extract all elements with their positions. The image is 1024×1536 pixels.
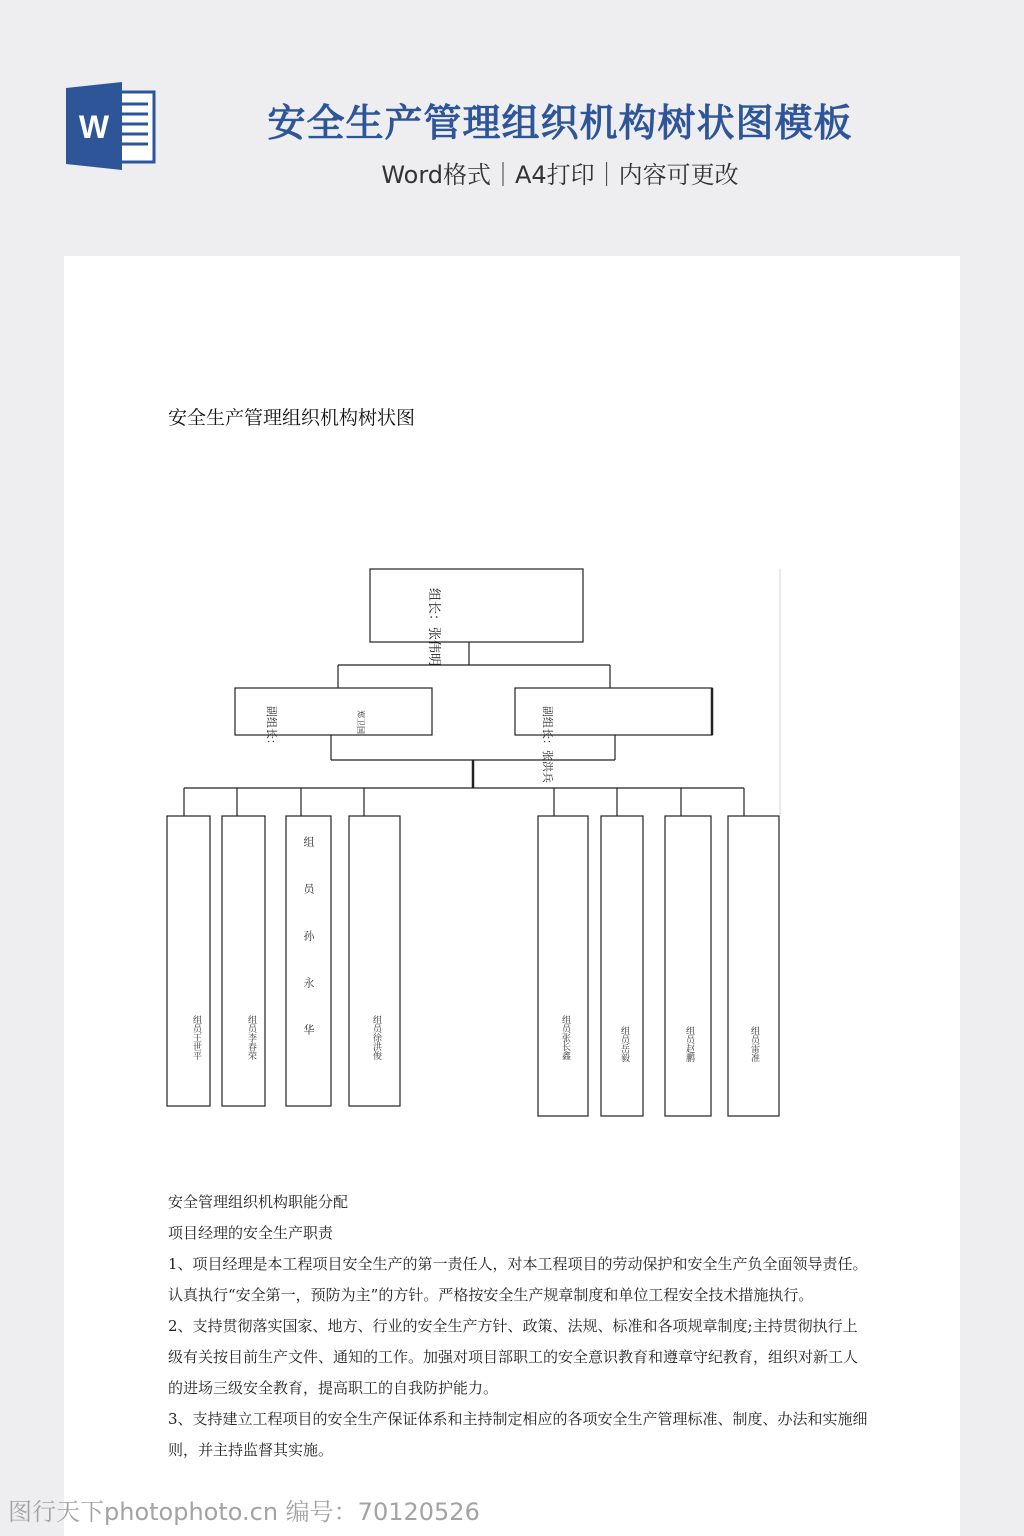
paragraph: 1、项目经理是本工程项目安全生产的第一责任人，对本工程项目的劳动保护和安全生产负全面领导责任。认真执行“安全第一，预防为主”的方针。严格按安全生产规章制度和单位工程安全技术措施执行。 [168, 1255, 868, 1304]
org-deputy-name-label: 郑卫国 [356, 710, 365, 734]
org-deputy-role-label: 副组长： [265, 706, 278, 750]
org-root-label: 组长：张伟明 [426, 588, 441, 667]
org-member-label: 组员雷准 [749, 1026, 759, 1062]
org-member-box [349, 816, 400, 1106]
paragraph: 2、支持贯彻落实国家、地方、行业的安全生产方针、政策、法规、标准和各项规章制度;主持贯彻执行上级有关按目前生产文件、通知的工作。加强对项目部职工的安全意识教育和遵章守纪教育，组织对新工人的进场三级安全教育，提高职工的自我防护能力。 [168, 1317, 859, 1397]
section-subheading: 项目经理的安全生产职责 [168, 1224, 334, 1242]
org-member-box [538, 816, 588, 1116]
org-deputy-label-2: 副组长：张洪兵 [541, 706, 554, 783]
paragraph: 3、支持建立工程项目的安全生产保证体系和主持制定相应的各项安全生产管理标准、制度、办法和实施细则，并主持监督其实施。 [168, 1410, 868, 1459]
document-title: 安全生产管理组织机构树状图 [168, 407, 416, 429]
banner-title: 安全生产管理组织机构树状图模板 [267, 101, 853, 145]
section-heading: 安全管理组织机构职能分配 [168, 1193, 349, 1211]
org-member-box [728, 816, 779, 1116]
org-member-box [601, 816, 643, 1116]
org-member-label: 组员徐洪俊 [371, 1015, 381, 1060]
org-root-box [370, 569, 583, 642]
org-member-label: 组员王世平 [191, 1015, 201, 1060]
org-member-box [167, 816, 210, 1106]
org-member-label: 组员张长鑫 [560, 1015, 570, 1060]
word-logo-letter: W [78, 109, 110, 145]
watermark: 图行天下photophoto.cn 编号：70120526 [8, 1498, 480, 1526]
org-member-label: 组员李春荣 [246, 1015, 256, 1060]
org-member-label: 组员孙永华 [302, 836, 315, 1071]
org-member-box [222, 816, 265, 1106]
banner-subtitle: Word格式｜A4打印｜内容可更改 [381, 161, 739, 189]
document-body [168, 1187, 868, 1466]
header-banner [0, 0, 1024, 255]
org-chart [160, 560, 790, 1130]
org-member-box [665, 816, 711, 1116]
org-member-label: 组员岳毅 [619, 1026, 629, 1062]
word-icon [66, 82, 156, 170]
org-member-label: 组员赵鹏 [684, 1026, 694, 1062]
